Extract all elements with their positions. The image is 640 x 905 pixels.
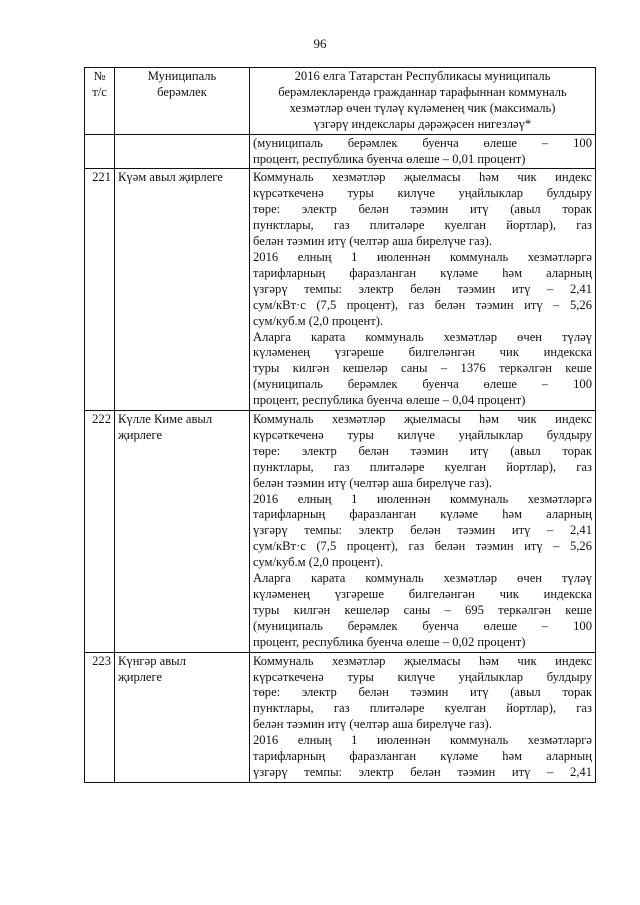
tariff-index-table [84, 67, 596, 783]
description-line: төре: электр белән тәэмин итү (авыл торак [253, 202, 592, 217]
row-description-cell [250, 411, 596, 653]
description-line: белән тәэмин итү (челтәр аша бирелүче газ). [253, 234, 492, 249]
table-row [85, 411, 596, 653]
header-description-line: хезмәтләр өчен түләү күләменең чик (максималь) [289, 100, 556, 115]
table-row [85, 134, 596, 169]
description-line: күрсәткеченә туры килүче уңайлыклар булдыру [253, 427, 592, 442]
description-line: процент, республика буенча өлеше – 0,01 процент) [253, 151, 526, 166]
description-line: (муниципаль берәмлек буенча өлеше – 100 [253, 618, 592, 633]
municipality-name: Күнгәр авыл [118, 653, 186, 668]
description-line: сум/кВт·с (7,5 процент), газ белән тәэмин итү – 5,26 [253, 539, 592, 554]
description-line: Коммуналь хезмәтләр җыелмасы һәм чик индекс [253, 170, 592, 185]
description-line: Коммуналь хезмәтләр җыелмасы һәм чик индекс [253, 412, 592, 427]
description-line: процент, республика буенча өлеше – 0,04 процент) [253, 393, 526, 408]
description-line: пунктлары, газ плитәләре куелган йортлар), газ [253, 701, 592, 716]
row-number-cell: 222 [85, 411, 115, 653]
description-line: 2016 елның 1 июленнән коммуналь хезмәтләргә [253, 249, 592, 264]
table-header-row [85, 68, 596, 135]
description-line: үзгәрү темпы: электр белән тәэмин итү – 2,41 [253, 281, 592, 296]
municipality-name: җирлеге [118, 427, 163, 442]
description-line: Аларга карата коммуналь хезмәтләр өчен түләү [253, 571, 592, 586]
description-line: туры килгән кешеләр саны – 1376 теркәлгән кеше [253, 361, 592, 376]
description-line: 2016 елның 1 июленнән коммуналь хезмәтләргә [253, 491, 592, 506]
description-line: белән тәэмин итү (челтәр аша бирелүче газ). [253, 475, 492, 490]
page-number: 96 [313, 36, 327, 51]
description-line: белән тәэмин итү (челтәр аша бирелүче газ). [253, 717, 492, 732]
row-municipality-cell [115, 411, 250, 653]
description-line: күләменең үзгәреше билгеләнгән чик индекска [253, 345, 592, 360]
description-line: Аларга карата коммуналь хезмәтләр өчен түләү [253, 329, 592, 344]
row-municipality-cell [115, 169, 250, 411]
municipality-name: Күлле Киме авыл [118, 412, 213, 427]
description-line: туры килгән кешеләр саны – 695 теркәлгән кеше [253, 602, 592, 617]
description-line: (муниципаль берәмлек буенча өлеше – 100 [253, 135, 592, 150]
row-description-cell [250, 652, 596, 782]
header-municipality-line-1: Муниципаль [147, 69, 217, 83]
description-line: пунктлары, газ плитәләре куелган йортлар), газ [253, 218, 592, 233]
description-line: процент, республика буенча өлеше – 0,02 процент) [253, 634, 526, 649]
header-description-line: үзгәрү индекслары дәрәҗәсен нигезләү* [313, 116, 532, 131]
description-line: пунктлары, газ плитәләре куелган йортлар), газ [253, 459, 592, 474]
municipality-name: җирлеге [118, 669, 163, 684]
row-number-cell [85, 134, 115, 169]
description-line: (муниципаль берәмлек буенча өлеше – 100 [253, 377, 592, 392]
row-description-cell [250, 169, 596, 411]
description-line: күрсәткеченә туры килүче уңайлыклар булдыру [253, 669, 592, 684]
municipality-name: Күәм авыл җирлеге [118, 170, 223, 185]
header-municipality-line-2: берәмлек [157, 84, 207, 99]
row-municipality-cell [115, 134, 250, 169]
description-line: Коммуналь хезмәтләр җыелмасы һәм чик индекс [253, 653, 592, 668]
description-line: тарифларның фаразланган күләме һәм аларның [253, 265, 592, 280]
description-line: үзгәрү темпы: электр белән тәэмин итү – 2,41 [253, 523, 592, 538]
description-line: күләменең үзгәреше билгеләнгән чик индекска [253, 587, 592, 601]
header-municipality-cell [115, 68, 250, 135]
row-municipality-cell [115, 652, 250, 782]
header-number-abbr: т/с [92, 84, 107, 99]
description-line: сум/куб.м (2,0 процент). [253, 555, 384, 570]
description-line: тарифларның фаразланган күләме һәм аларның [253, 749, 592, 764]
table-row [85, 652, 596, 782]
row-number-cell: 223 [85, 652, 115, 782]
description-line: тарифларның фаразланган күләме һәм аларның [253, 507, 592, 522]
row-number-cell: 221 [85, 169, 115, 411]
row-description-cell [250, 134, 596, 169]
header-description-line: берәмлекләрендә гражданнар тарафыннан коммуналь [278, 84, 567, 99]
description-line: күрсәткеченә туры килүче уңайлыклар булдыру [253, 186, 592, 201]
table-row [85, 169, 596, 411]
description-line: сум/кВт·с (7,5 процент), газ белән тәэмин итү – 5,26 [253, 297, 592, 312]
header-number-symbol: № [93, 69, 106, 83]
description-line: 2016 елның 1 июленнән коммуналь хезмәтләргә [253, 733, 592, 748]
header-number-cell [85, 68, 115, 135]
header-description-line: 2016 елга Татарстан Республикасы муниципаль [294, 69, 551, 83]
description-line: төре: электр белән тәэмин итү (авыл торак [253, 443, 592, 458]
description-line: үзгәрү темпы: электр белән тәэмин итү – 2,41 [253, 764, 592, 779]
description-line: төре: электр белән тәэмин итү (авыл торак [253, 685, 592, 700]
header-description-cell [250, 68, 596, 135]
description-line: сум/куб.м (2,0 процент). [253, 313, 384, 328]
